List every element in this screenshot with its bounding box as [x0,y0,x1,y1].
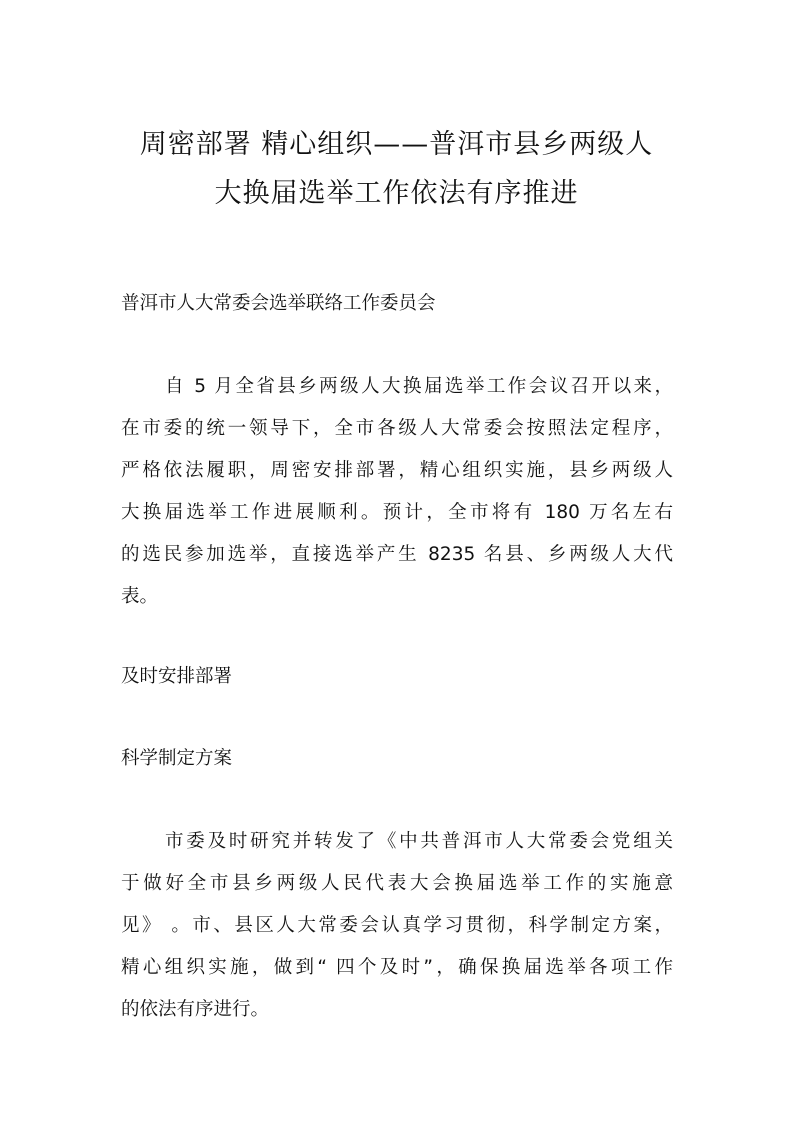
paragraph-2-line-4: 精心组织实施，做到“ 四个及时”，确保换届选举各项工作 [121,957,673,978]
paragraph-1-line-6: 表。 [121,586,159,607]
author-line: 普洱市人大常委会选举联络工作委员会 [121,293,436,314]
paragraph-1-line-5: 的选民参加选举，直接选举产生 8235 名县、乡两级人大代 [121,544,673,565]
paragraph-1-line-2: 在市委的统一领导下，全市各级人大常委会按照法定程序， [121,418,673,439]
document-title-line-2: 大换届选举工作依法有序推进 [214,178,579,209]
paragraph-2-line-3: 见》 。市、县区人大常委会认真学习贯彻，科学制定方案， [121,915,673,936]
paragraph-1-line-4: 大换届选举工作进展顺利。预计，全市将有 180 万名左右 [121,502,673,523]
document-title-line-1: 周密部署 精心组织——普洱市县乡两级人 [139,129,654,160]
section-heading-2: 科学制定方案 [121,748,233,769]
paragraph-1-line-3: 严格依法履职，周密安排部署，精心组织实施，县乡两级人 [121,460,673,481]
paragraph-1-line-1: 自 5 月全省县乡两级人大换届选举工作会议召开以来， [165,376,673,397]
section-heading-1: 及时安排部署 [121,666,233,687]
paragraph-2-line-1: 市委及时研究并转发了《中共普洱市人大常委会党组关 [165,831,673,852]
paragraph-2-line-2: 于做好全市县乡两级人民代表大会换届选举工作的实施意 [121,873,673,894]
paragraph-2-line-5: 的依法有序进行。 [121,999,270,1020]
